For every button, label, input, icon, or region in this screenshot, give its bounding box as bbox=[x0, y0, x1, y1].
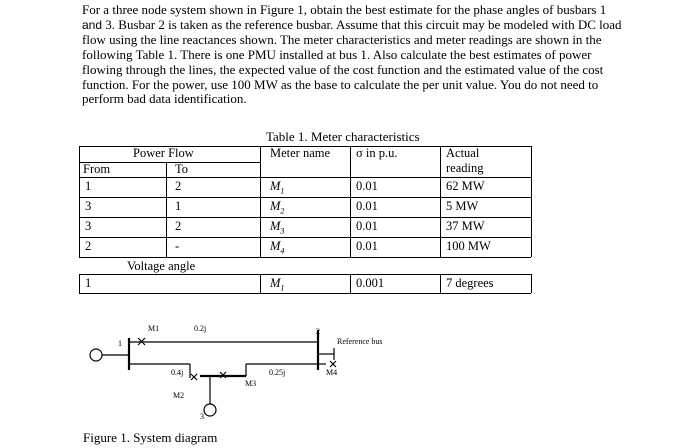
row1-to: 2 bbox=[175, 179, 182, 193]
label-x23: 0.25j bbox=[269, 368, 286, 377]
label-m2: M2 bbox=[173, 391, 185, 400]
and-keyword: and bbox=[82, 17, 103, 32]
row1-sigma: 0.01 bbox=[356, 179, 378, 193]
figure-caption: Figure 1. System diagram bbox=[83, 430, 218, 445]
label-m1: M1 bbox=[148, 324, 160, 333]
to-header: To bbox=[175, 162, 189, 176]
voltage-angle-label: Voltage angle bbox=[127, 259, 196, 273]
system-diagram bbox=[82, 318, 402, 430]
row3-reading: 37 MW bbox=[446, 219, 485, 233]
meter-name-header-text: Meter name bbox=[270, 146, 331, 160]
generator-1-icon bbox=[90, 349, 102, 361]
generator-3-icon bbox=[204, 404, 216, 416]
table-caption: Table 1. Meter characteristics bbox=[266, 129, 420, 144]
va-sigma: 0.001 bbox=[356, 276, 385, 290]
meter-m2-icon bbox=[191, 374, 197, 380]
from-header: From bbox=[83, 162, 111, 176]
label-m3: M3 bbox=[245, 379, 257, 388]
problem-statement: For a three node system shown in Figure 1, obtain the best estimate for the phase angles of busbars 1 and 3. Busbar 2 is taken as the reference busbar. Assume that this circuit may be modeled with DC load flow using the line reactances shown. The meter characteristics and meter readings are shown in the following Table 1. There is one PMU installed at bus 1. Also calculate the best estimates of power flowing through the lines, the expected value of the cost function and the estimated value of the cost function. For the power, use 100 MW as the base to calculate the per unit value. You do not need to perform bad data identification. bbox=[82, 2, 622, 107]
row2-to: 1 bbox=[175, 199, 182, 213]
row3-to: 2 bbox=[175, 219, 182, 233]
va-reading: 7 degrees bbox=[446, 276, 494, 290]
row4-sigma: 0.01 bbox=[356, 239, 378, 253]
row3-from: 3 bbox=[85, 219, 92, 233]
va-from: 1 bbox=[85, 276, 92, 290]
actual-reading-header: Actual reading bbox=[446, 146, 484, 175]
row2-meter: $M_2$ bbox=[270, 199, 285, 216]
row2-reading: 5 MW bbox=[446, 199, 479, 213]
va-meter: $M_1$ bbox=[270, 276, 285, 293]
label-x13: 0.4j bbox=[171, 368, 184, 377]
label-x12: 0.2j bbox=[194, 324, 207, 333]
row2-sigma: 0.01 bbox=[356, 199, 378, 213]
label-reference-bus: Reference bus bbox=[337, 337, 383, 346]
sigma-header-text: σ in p.u. bbox=[356, 146, 398, 160]
row4-from: 2 bbox=[85, 239, 92, 253]
label-bus1: 1 bbox=[118, 339, 122, 348]
row4-meter: $M_4$ bbox=[270, 239, 285, 256]
row1-reading: 62 MW bbox=[446, 179, 485, 193]
label-bus3: 3 bbox=[200, 412, 204, 421]
row1-meter: $M_1$ bbox=[270, 179, 285, 196]
label-bus2: 2 bbox=[316, 327, 320, 336]
row3-sigma: 0.01 bbox=[356, 219, 378, 233]
label-m4: M4 bbox=[326, 368, 338, 377]
row1-from: 1 bbox=[85, 179, 92, 193]
row2-from: 3 bbox=[85, 199, 92, 213]
meter-table-grid bbox=[79, 143, 531, 293]
power-flow-header: Power Flow bbox=[133, 146, 194, 160]
row4-to: - bbox=[175, 239, 180, 253]
row4-reading: 100 MW bbox=[446, 239, 491, 253]
meter-m4-icon bbox=[330, 361, 336, 367]
row3-meter: $M_3$ bbox=[270, 219, 285, 236]
